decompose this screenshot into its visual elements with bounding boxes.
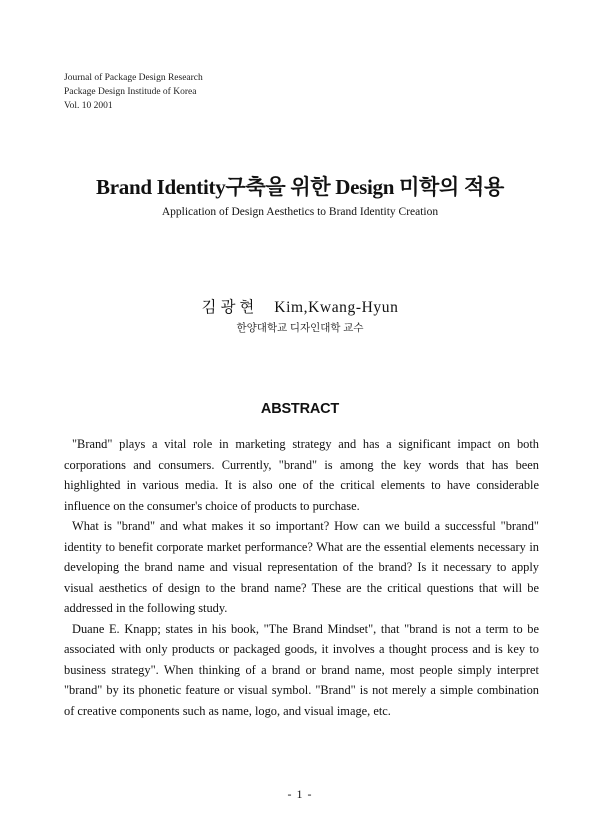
abstract-paragraph-3: Duane E. Knapp; states in his book, "The Brand Mindset", that "brand is not a term to be associated with only products or packaged goods, it involves a thought process and is key to business strategy". When thinking of a brand or brand name, most people simply interpret "brand" by its phonetic feature or visual symbol. "Brand" is not merely a simple combination of creative components such as name, logo, and visual image, etc. [64,621,539,718]
journal-name: Journal of Package Design Research [64,73,203,83]
author-name-korean: 김광현 [201,299,259,316]
journal-publisher: Package Design Institude of Korea [64,87,197,97]
author-line [0,295,600,317]
abstract-heading: ABSTRACT [260,401,340,417]
page-number: - 1 - [287,787,313,801]
journal-info [64,71,203,113]
author-name-english: Kim,Kwang-Hyun [274,299,399,316]
abstract-paragraph-2: What is "brand" and what makes it so important? How can we build a successful "brand" identity to benefit corporate market performance? What are the essential elements necessary in developing the brand name and visual representation of the brand? Is it necessary to apply visual aesthetics of design to the brand name? These are the critical questions that will be addressed in the following study. [64,519,539,615]
paper-subtitle: Application of Design Aesthetics to Brand Identity Creation [161,206,439,218]
journal-volume: Vol. 10 2001 [64,101,113,111]
abstract-paragraph-1: "Brand" plays a vital role in marketing strategy and has a significant impact on both corporations and consumers. Currently, "brand" is among the key words that has been highlighted in various media. It is also one of the critical elements to have considerable influence on the consumer's choice of products to purchase. [64,437,539,513]
abstract-body [64,434,539,721]
author-affiliation: 한양대학교 디자인대학 교수 [236,323,364,334]
paper-title: Brand Identity구축을 위한 Design 미학의 적용 [96,175,504,199]
